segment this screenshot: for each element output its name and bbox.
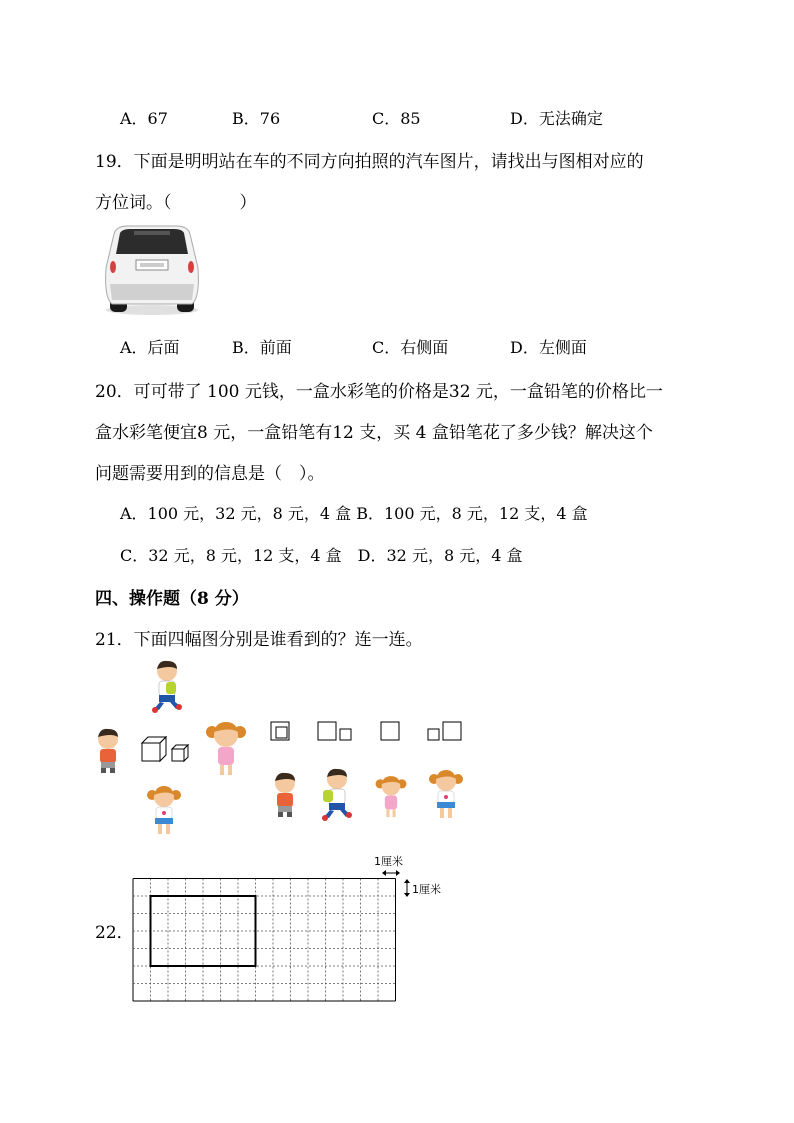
q22-number: 22．	[95, 923, 134, 943]
match-boy	[270, 772, 300, 818]
q19-option-a: A．后面	[120, 338, 180, 357]
girl-bottom	[146, 784, 182, 836]
q19-option-b: B．前面	[232, 338, 292, 357]
q22-horizontal-unit-label: 1厘米	[374, 855, 403, 868]
q18-option-b: B．76	[232, 109, 281, 128]
view-3-cubes	[380, 721, 402, 741]
q18-option-d: D．无法确定	[510, 109, 603, 128]
car-rear-image	[104, 224, 200, 316]
match-girl-pink	[374, 774, 408, 820]
q22-grid	[132, 878, 401, 1002]
q19-option-c: C．右侧面	[372, 338, 449, 357]
q19-stem-line1: 19．下面是明明站在车的不同方向拍照的汽车图片，请找出与图相对应的	[95, 152, 644, 172]
q22-vertical-unit-label: 1厘米	[412, 883, 441, 896]
q21-stem: 21．下面四幅图分别是谁看到的？连一连。	[95, 630, 423, 650]
girl-right	[204, 720, 248, 778]
q20-stem-line3: 问题需要用到的信息是（ ）。	[95, 464, 325, 484]
vertical-double-arrow-icon	[402, 878, 412, 898]
view-2-cubes	[317, 721, 355, 741]
match-boy-with-backpack	[320, 768, 354, 820]
section4-heading: 四、操作题（8 分）	[95, 589, 249, 609]
view-1-cubes	[270, 721, 292, 741]
horizontal-double-arrow-icon	[381, 868, 401, 878]
q20-stem-line2: 盒水彩笔便宜8 元，一盒铅笔有12 支，买 4 盒铅笔花了多少钱？解决这个	[95, 423, 653, 443]
q20-stem-line1: 20．可可带了 100 元钱，一盒水彩笔的价格是32 元，一盒铅笔的价格比一	[95, 382, 663, 402]
q18-option-a: A．67	[120, 109, 168, 128]
two-cubes-scene	[140, 736, 192, 764]
q20-options-ab: A．100 元，32 元，8 元，4 盒 B．100 元，8 元，12 支，4 盒	[120, 504, 588, 523]
view-4-cubes	[426, 721, 464, 741]
match-girl-blue	[428, 768, 464, 820]
q18-option-c: C．85	[372, 109, 421, 128]
q19-stem-line2: 方位词。（ ）	[95, 193, 257, 213]
q19-option-d: D．左侧面	[510, 338, 587, 357]
boy-left	[94, 728, 122, 774]
boy-with-backpack-top	[150, 660, 184, 712]
q20-options-cd: C．32 元，8 元，12 支，4 盒 D．32 元，8 元，4 盒	[120, 546, 523, 565]
